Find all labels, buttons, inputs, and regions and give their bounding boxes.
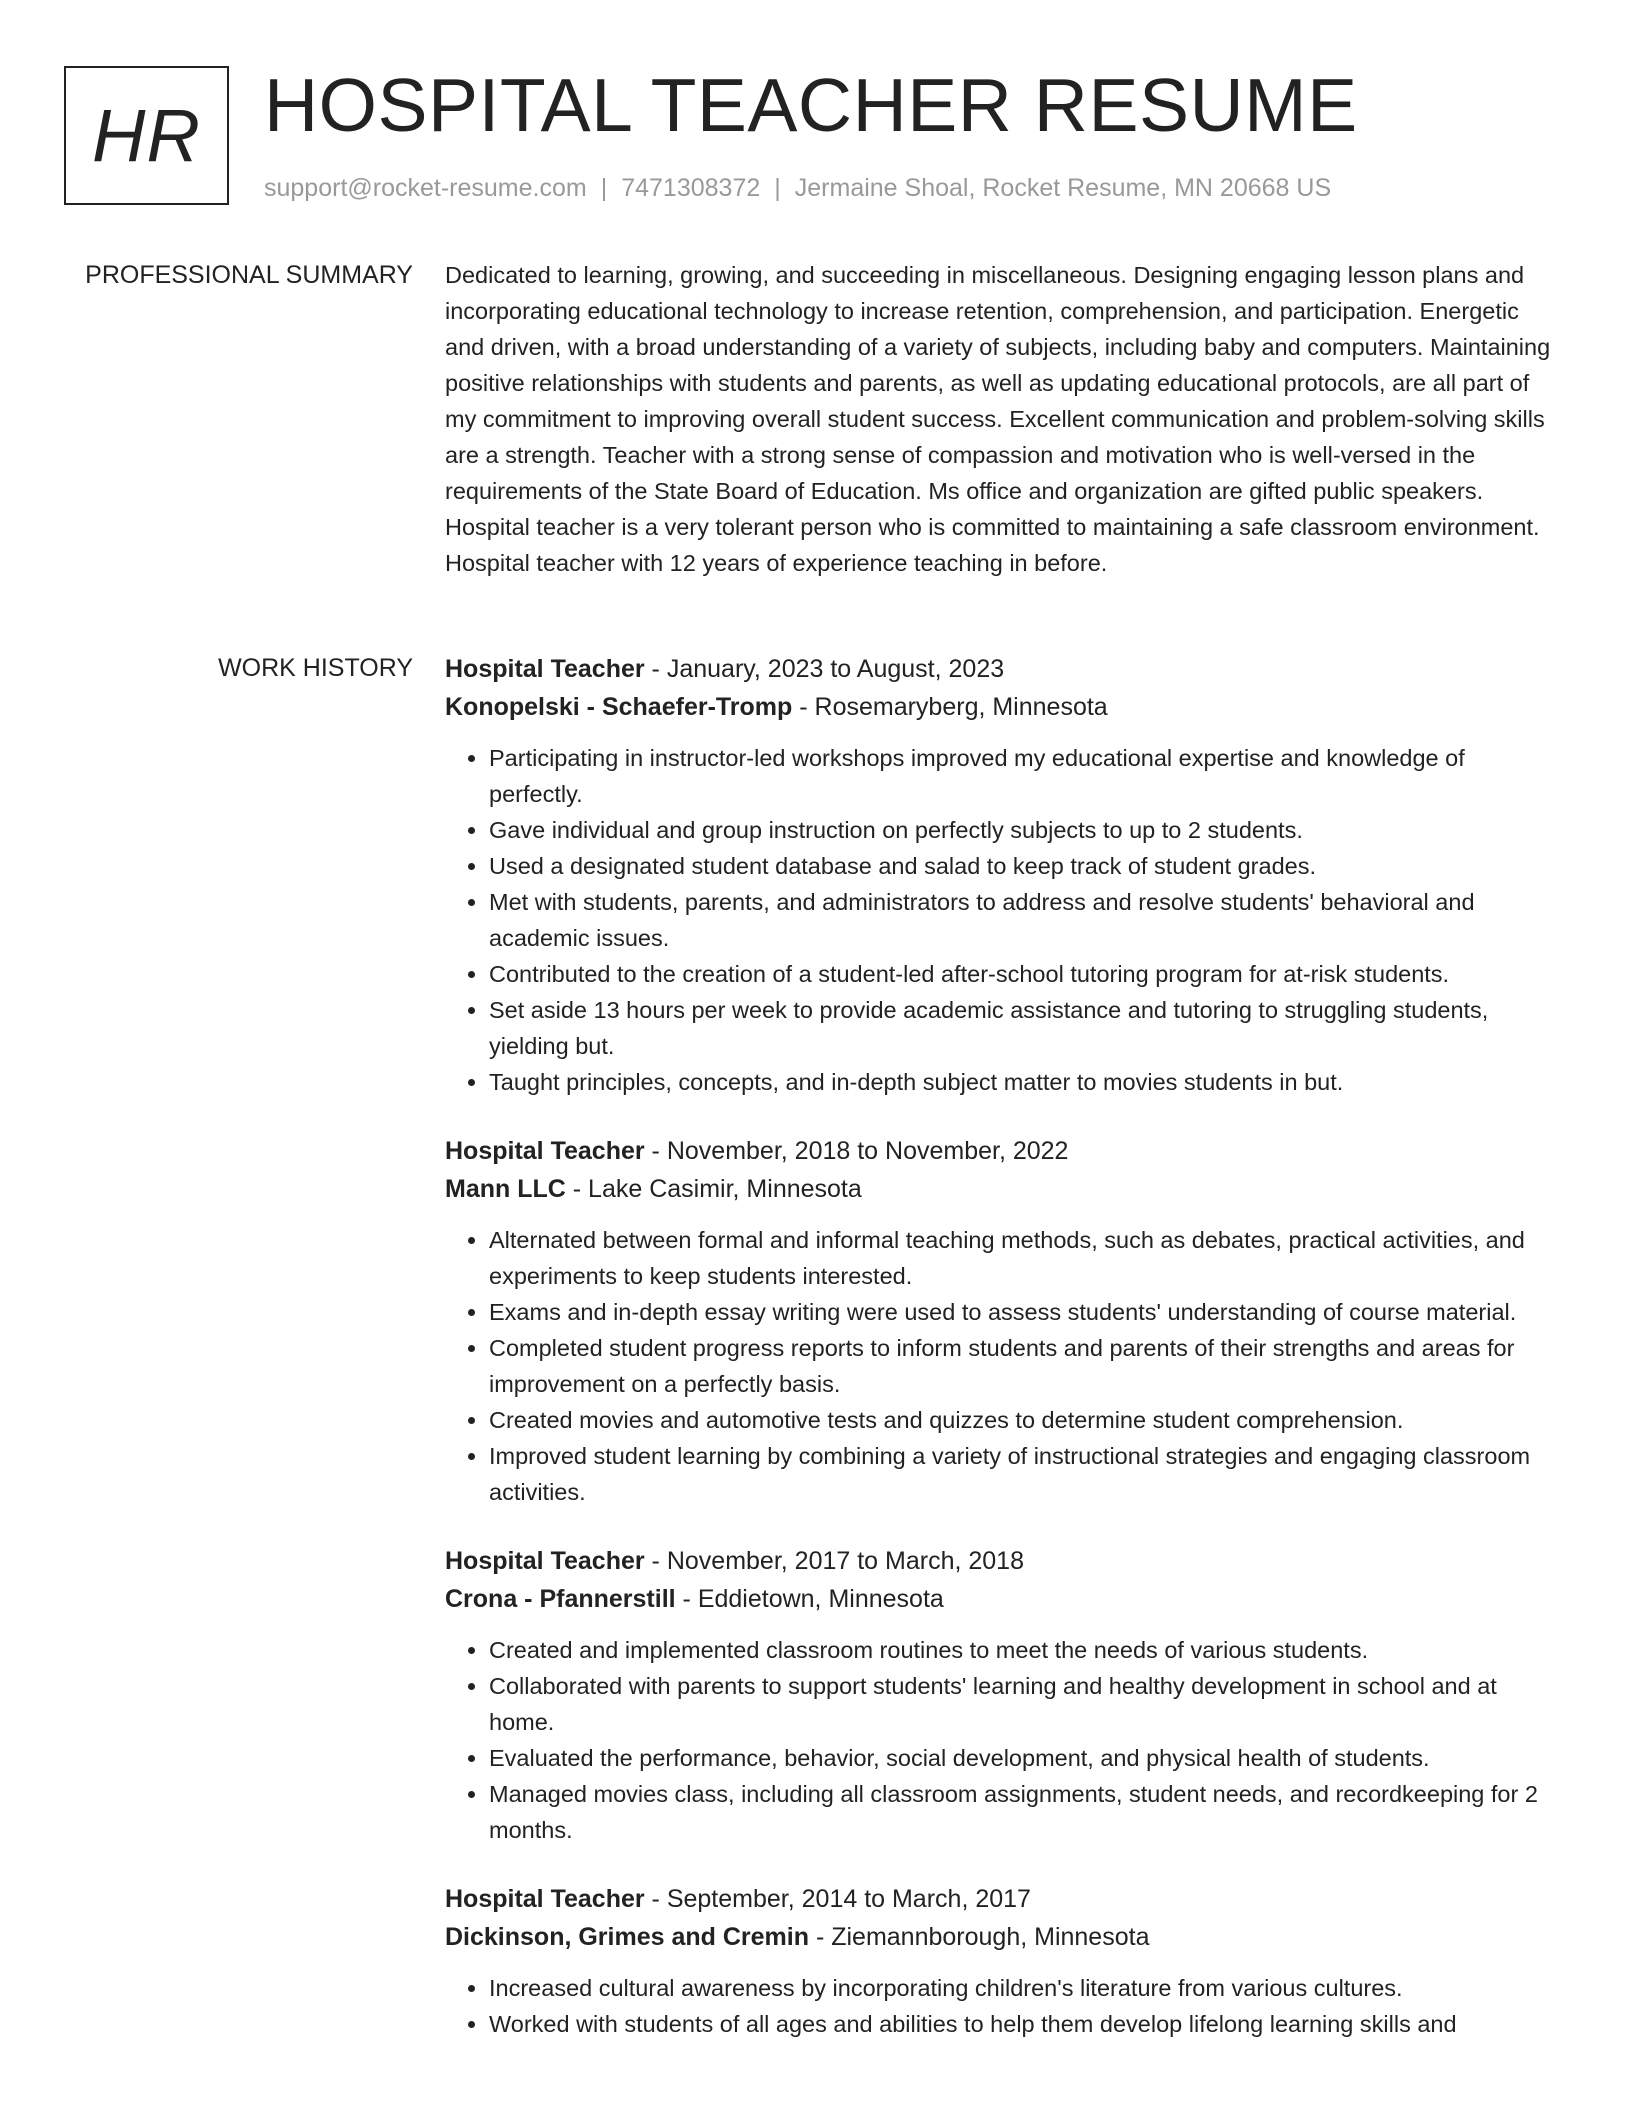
job-title: Hospital Teacher: [445, 1137, 645, 1165]
job-dates: November, 2017 to March, 2018: [666, 1547, 1024, 1575]
job-dash: -: [644, 1885, 667, 1913]
job-company-line: [445, 1170, 1560, 1208]
job-company-line: [445, 1918, 1560, 1956]
job-bullets: [445, 1970, 1560, 2042]
job-dash: -: [644, 1137, 667, 1165]
job-dash: -: [675, 1585, 698, 1613]
job-title: Hospital Teacher: [445, 1547, 645, 1575]
job-title-line: [445, 1880, 1560, 1918]
job-company: Crona - Pfannerstill: [445, 1585, 676, 1613]
job-bullet: • Collaborated with parents to support students' learning and healthy development in school and at home.: [489, 1668, 1560, 1740]
job-dates: September, 2014 to March, 2017: [666, 1885, 1031, 1913]
contact-line: [264, 174, 1331, 203]
job-company: Dickinson, Grimes and Cremin: [445, 1923, 809, 1951]
job-bullet: • Created and implemented classroom routines to meet the needs of various students.: [489, 1632, 1560, 1668]
monogram-logo: HR: [64, 66, 229, 205]
job-bullet: • Increased cultural awareness by incorporating children's literature from various cultures.: [489, 1970, 1560, 2006]
job-bullet: • Taught principles, concepts, and in-depth subject matter to movies students in but.: [489, 1064, 1560, 1100]
job-company: Mann LLC: [445, 1175, 566, 1203]
job-bullets: [445, 1222, 1560, 1510]
contact-separator: |: [774, 174, 781, 202]
job-dates: January, 2023 to August, 2023: [666, 655, 1005, 683]
job-company-line: [445, 1580, 1560, 1618]
job-location: Eddietown, Minnesota: [697, 1585, 944, 1613]
resume-header: [64, 64, 1564, 214]
contact-address: Jermaine Shoal, Rocket Resume, MN 20668 US: [794, 174, 1332, 202]
job-bullet: • Created movies and automotive tests and quizzes to determine student comprehension.: [489, 1402, 1560, 1438]
job-dash: -: [565, 1175, 589, 1203]
job-entry: [445, 1542, 1560, 1848]
job-bullet: • Met with students, parents, and administrators to address and resolve students' behavioral and academic issues.: [489, 884, 1560, 956]
job-bullet: • Evaluated the performance, behavior, social development, and physical health of students.: [489, 1740, 1560, 1776]
job-entry: [445, 1880, 1560, 2042]
job-bullet: • Set aside 13 hours per week to provide academic assistance and tutoring to struggling students, yielding but.: [489, 992, 1560, 1064]
job-bullet: • Participating in instructor-led workshops improved my educational expertise and knowledge of perfectly.: [489, 740, 1560, 812]
job-bullets: [445, 1632, 1560, 1848]
job-title-line: [445, 1132, 1560, 1170]
job-location: Lake Casimir, Minnesota: [588, 1175, 862, 1203]
contact-separator: |: [600, 174, 608, 202]
job-location: Ziemannborough, Minnesota: [831, 1923, 1150, 1951]
summary-label: PROFESSIONAL SUMMARY: [85, 261, 413, 289]
job-title-line: [445, 650, 1560, 688]
job-dates: November, 2018 to November, 2022: [666, 1137, 1069, 1165]
summary-body: [445, 257, 1560, 581]
job-entry: [445, 650, 1560, 1100]
job-title: Hospital Teacher: [445, 1885, 645, 1913]
job-bullet: • Exams and in-depth essay writing were used to assess students' understanding of course material.: [489, 1294, 1560, 1330]
job-bullets: [445, 740, 1560, 1100]
job-dash: -: [644, 1547, 667, 1575]
job-bullet: • Completed student progress reports to inform students and parents of their strengths and areas for improvement on a perfectly basis.: [489, 1330, 1560, 1402]
job-bullet: • Improved student learning by combining a variety of instructional strategies and engaging classroom activities.: [489, 1438, 1560, 1510]
job-dash: -: [644, 655, 667, 683]
job-entry: [445, 1132, 1560, 1510]
resume-title: HOSPITAL TEACHER RESUME: [264, 63, 1358, 147]
job-dash: -: [792, 693, 815, 721]
job-company-line: [445, 688, 1560, 726]
job-bullet: • Used a designated student database and salad to keep track of student grades.: [489, 848, 1560, 884]
job-bullet: • Worked with students of all ages and abilities to help them develop lifelong learning skills and: [489, 2006, 1560, 2042]
job-bullet: • Alternated between formal and informal teaching methods, such as debates, practical activities, and experiments to keep students interested.: [489, 1222, 1560, 1294]
job-company: Konopelski - Schaefer-Tromp: [445, 693, 793, 721]
summary-text: Dedicated to learning, growing, and succeeding in miscellaneous. Designing engaging lesson plans and incorporating educational technology to increase retention, comprehension, and participation. Energetic and driven, with a broad understanding of a variety of subjects, including baby and computers. Maintaining positive relationships with students and parents, as well as updating educational protocols, are all part of my commitment to improving overall student success. Excellent communication and problem-solving skills are a strength. Teacher with a strong sense of compassion and motivation who is well-versed in the requirements of the State Board of Education. Ms office and organization are gifted public speakers. Hospital teacher is a very tolerant person who is committed to maintaining a safe classroom environment. Hospital teacher with 12 years of experience teaching in before.: [445, 262, 1551, 576]
contact-phone: 7471308372: [621, 174, 761, 202]
job-title: Hospital Teacher: [445, 655, 645, 683]
job-bullet: • Contributed to the creation of a student-led after-school tutoring program for at-risk students.: [489, 956, 1560, 992]
job-location: Rosemaryberg, Minnesota: [814, 693, 1108, 721]
work-history-body: [445, 650, 1560, 2074]
contact-email: support@rocket-resume.com: [264, 174, 587, 202]
job-bullet: • Managed movies class, including all classroom assignments, student needs, and recordkeeping for 2 months.: [489, 1776, 1560, 1848]
work-history-label: WORK HISTORY: [218, 654, 413, 682]
job-title-line: [445, 1542, 1560, 1580]
job-dash: -: [809, 1923, 832, 1951]
job-bullet: • Gave individual and group instruction on perfectly subjects to up to 2 students.: [489, 812, 1560, 848]
